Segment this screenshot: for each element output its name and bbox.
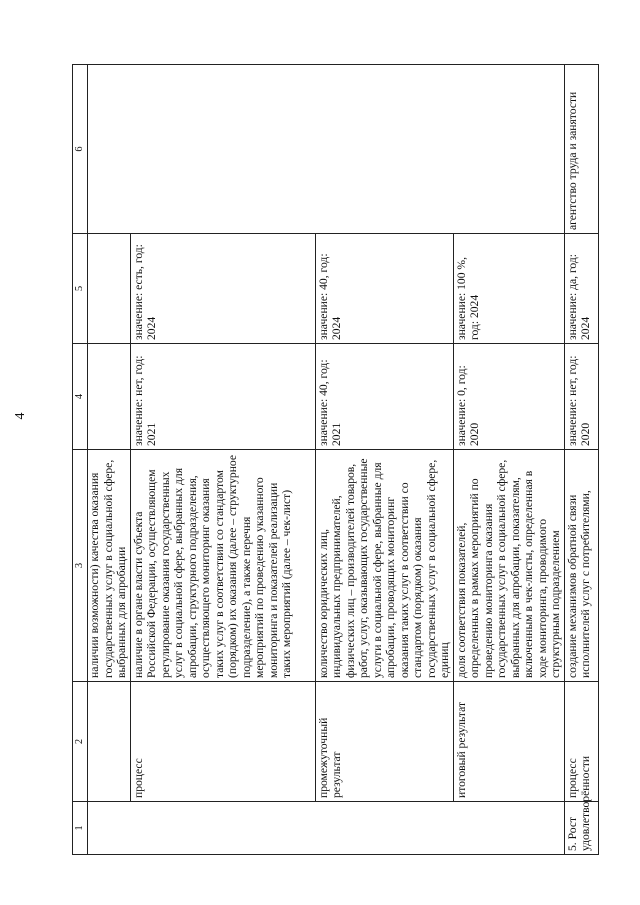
responsible-cell-continued — [88, 65, 565, 234]
col-num-3: 3 — [73, 450, 88, 682]
indicator-cell-final: доля соответствия показателей, определенных в рамках мероприятий по проведению мониторинга оказания государственных услуг в социальной сфере, выбранных для апробации, показателям, включенным в чек-листы, определенная в ходе мониторинга, проводимого структурным подразделением — [453, 450, 564, 682]
base-cell-section5: значение: нет, год: 2020 — [564, 344, 598, 450]
target-cell-final: значение: 100 %, год: 2024 — [453, 234, 564, 344]
indicator-cell-section5: создание механизмов обратной связи исполнителей услуг с потребителями, — [564, 450, 598, 682]
base-cell-process: значение: нет, год: 2021 — [130, 344, 315, 450]
indicators-table — [72, 64, 599, 855]
type-cell-final: итоговый результат — [453, 682, 564, 802]
indicator-cell-intermediate: количество юридических лиц, индивидуальных предпринимателей, физических лиц – производителей товаров, работ, услуг, оказывающих государственные услуги в социальной сфере, выбранные для апробации, проводящих мониторинг оказания таких услуг в соответствии со стандартом (порядком) оказания государственных услуг в социальной сфере, единиц — [315, 450, 453, 682]
base-cell-intermediate: значение: 40, год: 2021 — [315, 344, 453, 450]
type-cell-process: процесс — [130, 682, 315, 802]
col-num-1: 1 — [73, 802, 88, 855]
type-cell-continued — [88, 682, 131, 802]
table-row — [88, 65, 131, 855]
indicator-cell-continued: наличии возможности) качества оказания государственных услуг в социальной сфере, выбранных для апробации — [88, 450, 131, 682]
section-cell-continued — [88, 802, 565, 855]
target-cell-process: значение: есть, год: 2024 — [130, 234, 315, 344]
page-number — [14, 406, 28, 426]
base-cell-final: значение: 0, год: 2020 — [453, 344, 564, 450]
target-cell-intermediate: значение: 40, год: 2024 — [315, 234, 453, 344]
page-number-text: 4 — [13, 412, 28, 420]
rotated-page-content — [72, 65, 592, 855]
col-num-4: 4 — [73, 344, 88, 450]
col-num-6: 6 — [73, 65, 88, 234]
base-cell-continued — [88, 344, 131, 450]
target-cell-section5: значение: да, год: 2024 — [564, 234, 598, 344]
column-number-row — [73, 65, 88, 855]
col-num-2: 2 — [73, 682, 88, 802]
table-row — [564, 65, 598, 855]
type-cell-intermediate: промежуточный результат — [315, 682, 453, 802]
responsible-cell-section5: агентство труда и занятости — [564, 65, 598, 234]
indicator-cell-process: наличие в органе власти субъекта Российской Федерации, осуществляющем регулирование оказания государственных услуг в социальной сфере, выбранных для апробации, структурного подразделения, осуществляющего мониторинг оказания таких услуг в соответствии со стандартом (порядком) их оказания (далее – структурное подразделение), а также перечня мероприятий по проведению указанного мониторинга и показателей реализации таких мероприятий (далее – чек-лист) — [130, 450, 315, 682]
type-cell-section5: процесс — [564, 682, 598, 802]
section-cell-5: 5. Рост удовлетворённости — [564, 802, 598, 855]
target-cell-continued — [88, 234, 131, 344]
col-num-5: 5 — [73, 234, 88, 344]
